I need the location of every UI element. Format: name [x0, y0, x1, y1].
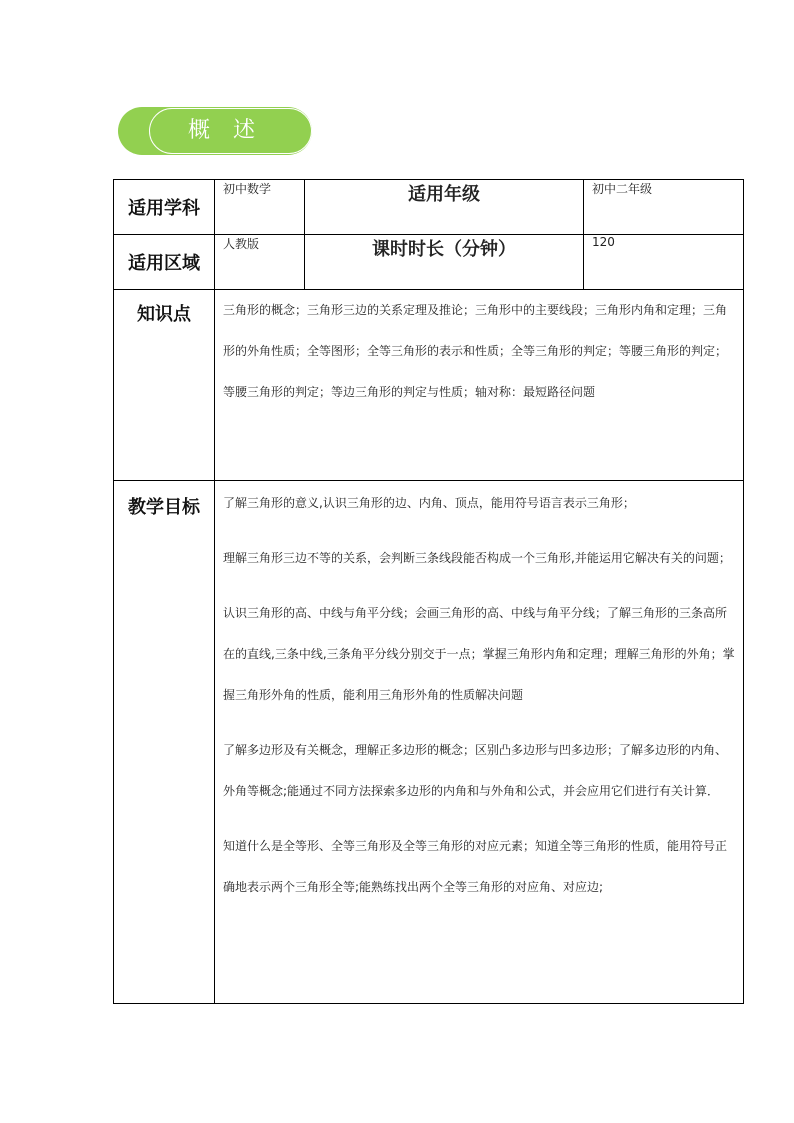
table-row: [114, 290, 744, 481]
section-banner: [118, 107, 312, 155]
region-value: 人教版: [215, 235, 305, 290]
knowledge-label: 知识点: [114, 290, 215, 481]
duration-value: 120: [584, 235, 744, 290]
table-row: [114, 235, 744, 290]
goal-item: 知道什么是全等形、全等三角形及全等三角形的对应元素；知道全等三角形的性质，能用符号正确地表示两个三角形全等;能熟练找出两个全等三角形的对应角、对应边;: [223, 839, 728, 894]
table-row: [114, 481, 744, 1004]
grade-label: 适用年级: [305, 180, 584, 235]
goal-item: 了解三角形的意义,认识三角形的边、内角、顶点，能用符号语言表示三角形；: [223, 496, 635, 510]
goal-item: 认识三角形的高、中线与角平分线；会画三角形的高、中线与角平分线；了解三角形的三条高所在的直线,三条中线,三条角平分线分别交于一点；掌握三角形内角和定理；理解三角形的外角；掌握三角形外角的性质，能利用三角形外角的性质解决问题: [223, 606, 735, 702]
knowledge-text: 三角形的概念；三角形三边的关系定理及推论；三角形中的主要线段；三角形内角和定理；三角形的外角性质；全等图形；全等三角形的表示和性质；全等三角形的判定；等腰三角形的判定；等腰三角形的判定；等边三角形的判定与性质；轴对称：最短路径问题: [223, 303, 728, 399]
goal-item: 了解多边形及有关概念，理解正多边形的概念；区别凸多边形与凹多边形；了解多边形的内角、外角等概念;能通过不同方法探索多边形的内角和与外角和公式，并会应用它们进行有关计算．: [223, 743, 728, 798]
grade-value: 初中二年级: [584, 180, 744, 235]
duration-label: 课时时长（分钟）: [305, 235, 584, 290]
subject-label: 适用学科: [114, 180, 215, 235]
goals-label: 教学目标: [114, 481, 215, 1004]
table-row: [114, 180, 744, 235]
subject-value: 初中数学: [215, 180, 305, 235]
knowledge-cell: [215, 290, 744, 481]
goal-item: 理解三角形三边不等的关系，会判断三条线段能否构成一个三角形,并能运用它解决有关的问题；: [223, 551, 731, 565]
goals-cell: [215, 481, 744, 1004]
goals-list: [215, 481, 743, 993]
course-info-table: [113, 179, 744, 1004]
section-title: 概 述: [188, 118, 263, 143]
region-label: 适用区域: [114, 235, 215, 290]
